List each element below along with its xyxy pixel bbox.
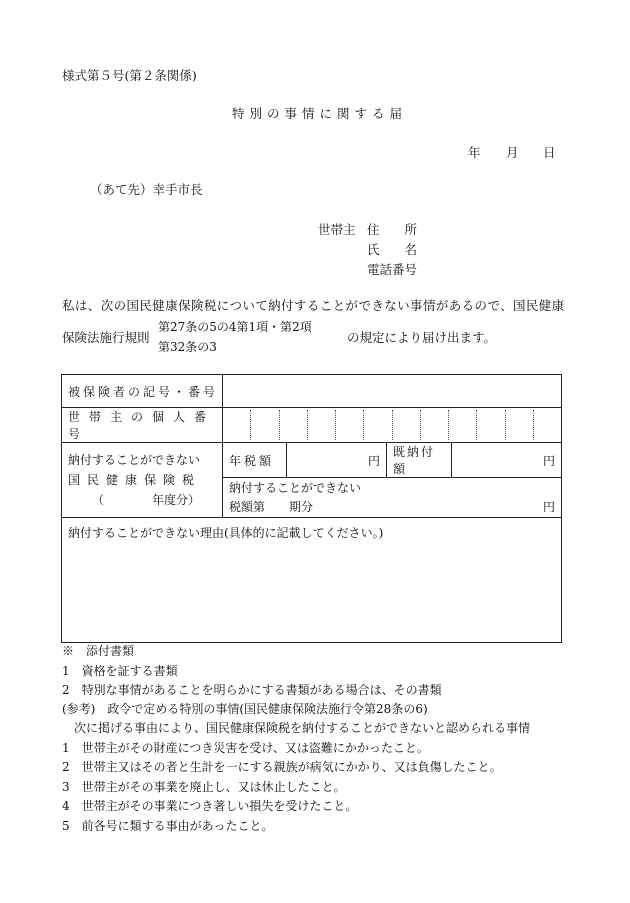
form-number: 様式第５号(第２条関係): [62, 68, 197, 83]
reference-heading: (参考) 政令で定める特別の事情(国民健康保険法施行令第28条の6): [62, 702, 428, 716]
yen-unit: 円: [542, 453, 555, 468]
digit-box[interactable]: [477, 410, 505, 440]
digit-box[interactable]: [393, 410, 421, 440]
digit-box[interactable]: [534, 410, 561, 440]
phone-label: 電話番号: [367, 262, 418, 277]
attachments-heading: ※ 添付書類: [62, 644, 135, 658]
tax-label-line2: 国民健康保険税: [68, 473, 202, 487]
reference-item: 5 前各号に類する事由があったこと。: [62, 819, 274, 833]
statement-rule-option2: 第32条の3: [158, 340, 217, 354]
annual-tax-label: 年税額: [223, 443, 287, 478]
statement-line1: 私は、次の国民健康保険税について納付することができない事情があるので、国民健康: [62, 298, 565, 313]
reason-field[interactable]: [62, 518, 562, 643]
reference-item: 2 世帯主又はその者と生計を一にする親族が病気にかかり、又は負傷したこと。: [62, 760, 502, 774]
yen-unit: 円: [367, 453, 380, 468]
digit-box[interactable]: [336, 410, 364, 440]
paid-amount-label: 既納付額: [387, 443, 452, 478]
digit-box[interactable]: [308, 410, 336, 440]
annual-tax-row: [62, 443, 562, 478]
date-day: 日: [543, 145, 556, 160]
unpayable-line1: 納付することができない: [229, 480, 362, 495]
addressee: （あて先）幸手市長: [90, 182, 203, 197]
tax-label-line3: （ 年度分）: [92, 493, 201, 507]
statement-rule-prefix: 保険法施行規則: [62, 330, 150, 345]
statement-rule-suffix: の規定により届け出ます。: [347, 330, 497, 345]
attachment-item: 1 資格を証する書類: [62, 664, 178, 678]
householder-label: 世帯主: [318, 222, 356, 237]
personal-number-field[interactable]: [223, 408, 562, 443]
digit-box[interactable]: [364, 410, 392, 440]
reference-item: 3 世帯主がその事業を廃止し、又は休止したこと。: [62, 780, 346, 794]
personal-number-label: 世帯主の個人番号: [62, 408, 223, 443]
tax-year-label: [62, 443, 223, 518]
name-label: 氏 名: [367, 242, 418, 257]
statement-rule-option1: 第27条の5の4第1項・第2項: [158, 320, 312, 334]
digit-box[interactable]: [506, 410, 534, 440]
insured-id-field[interactable]: [223, 375, 562, 408]
digit-box[interactable]: [251, 410, 279, 440]
unpayable-amount-field[interactable]: [223, 478, 562, 518]
date-month: 月: [506, 145, 519, 160]
reference-item: 4 世帯主がその事業につき著しい損失を受けたこと。: [62, 799, 358, 813]
insured-id-row: [62, 375, 562, 408]
digit-box[interactable]: [449, 410, 477, 440]
unpayable-line2: 税額第 期分: [229, 499, 314, 514]
unpayable-line2-row: [229, 498, 555, 517]
reason-row: [62, 518, 562, 643]
personal-number-row: [62, 408, 562, 443]
yen-unit: 円: [542, 499, 555, 514]
address-label: 住 所: [367, 222, 418, 237]
personal-number-digits: [223, 410, 561, 440]
tax-label-line1: 納付することができない: [68, 453, 201, 467]
page-title: 特別の事情に関する届: [232, 106, 408, 121]
insured-id-label: 被保険者の記号・番号: [62, 375, 223, 408]
annual-tax-field[interactable]: [287, 443, 387, 478]
digit-box[interactable]: [421, 410, 449, 440]
tax-form-table: [61, 374, 562, 643]
paid-amount-field[interactable]: [452, 443, 562, 478]
reference-intro: 次に掲げる事由により、国民健康保険税を納付することができないと認められる事情: [74, 721, 531, 735]
digit-box[interactable]: [223, 410, 251, 440]
reference-item: 1 世帯主がその財産につき災害を受け、又は盗難にかかったこと。: [62, 741, 429, 755]
date-year: 年: [468, 145, 481, 160]
digit-box[interactable]: [280, 410, 308, 440]
attachment-item: 2 特別な事情があることを明らかにする書類がある場合は、その書類: [62, 683, 442, 697]
reason-label: 納付することができない理由(具体的に記載してください。): [68, 526, 384, 540]
